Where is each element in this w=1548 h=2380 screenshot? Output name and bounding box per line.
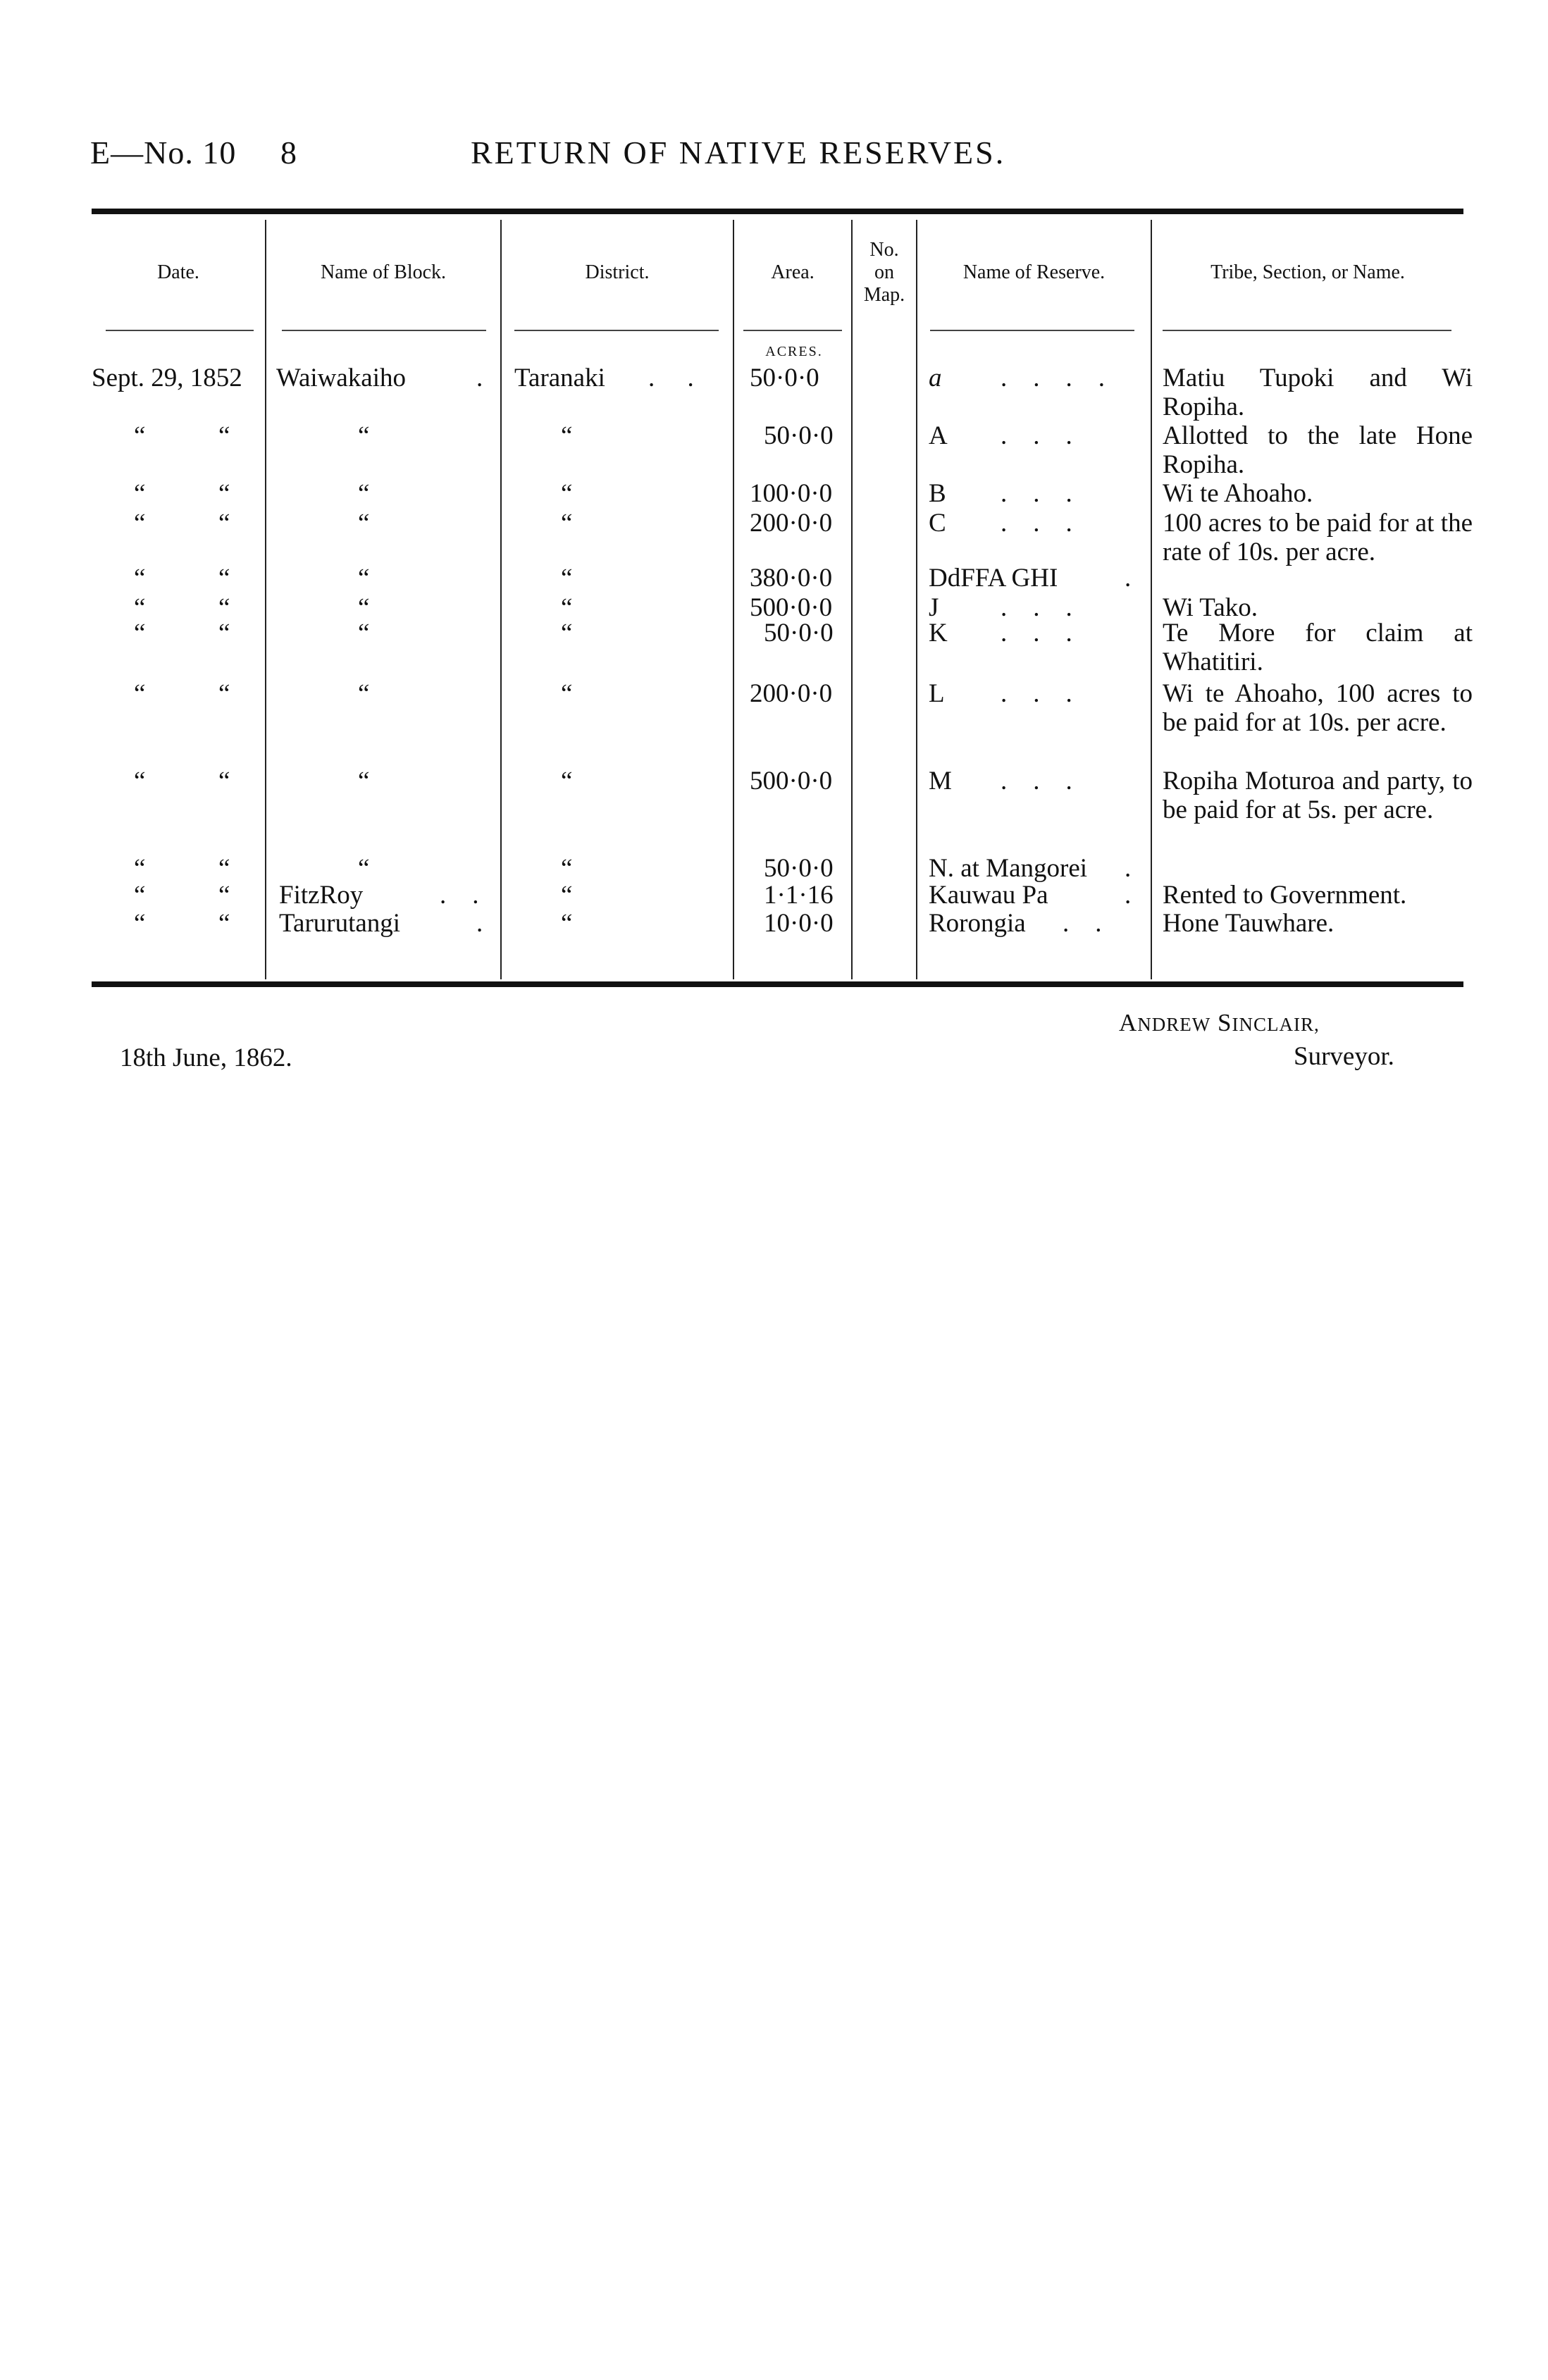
map-header-line: No. [869,239,899,261]
leader-dots: . . . [1001,593,1072,622]
ditto-mark: “ [218,421,230,450]
reserve-cell: a [929,364,942,392]
ditto-mark: “ [218,909,230,938]
leader-dots: . [1125,881,1132,910]
area-cell: 100·0·0 [750,479,833,508]
ditto-mark: “ [218,509,230,538]
tribe-cell: Wi te Ahoaho. [1163,479,1313,508]
tribe-cell: Te More for claim at Whatitiri. [1163,619,1473,676]
ditto-mark: “ [218,679,230,708]
tribe-cell: Rented to Government. [1163,881,1407,910]
area-cell: 380·0·0 [750,564,833,593]
ditto-mark: “ [358,593,370,622]
column-divider [851,220,853,979]
ditto-mark: “ [134,564,146,593]
header-underline [930,330,1134,331]
leader-dots: . . . [1001,767,1072,795]
leader-dots: . . [440,881,479,910]
tribe-cell: Matiu Tupoki and Wi Ropiha. [1163,364,1473,421]
leader-dots: . . . [1001,421,1072,450]
ditto-mark: “ [218,854,230,883]
ditto-mark: “ [218,881,230,910]
leader-dots: . . . [1001,479,1072,508]
column-header-district: District. [585,261,650,283]
surveyor-signature [1119,1009,1320,1037]
reserve-cell: A [929,421,948,450]
reserve-cell: Rorongia [929,909,1026,938]
ditto-mark: “ [561,564,573,593]
leader-dots: . [1125,854,1132,883]
reserve-cell: J [929,593,939,622]
ditto-mark: “ [358,421,370,450]
ditto-mark: “ [358,479,370,508]
ditto-mark: “ [358,509,370,538]
ditto-mark: “ [358,619,370,647]
ditto-mark: “ [358,564,370,593]
area-cell: 50·0·0 [764,854,834,883]
header-underline [743,330,842,331]
table-bottom-rule [92,981,1463,987]
table-top-rule [92,209,1463,214]
ditto-mark: “ [134,881,146,910]
signature-initial: A [1119,1009,1138,1036]
tribe-cell: Wi te Ahoaho, 100 acres to be paid for at 10s. per acre. [1163,679,1473,737]
column-divider [500,220,502,979]
tribe-cell: Ropiha Moturoa and party, to be paid for at 5s. per acre. [1163,767,1473,824]
tribe-cell: Wi Tako. [1163,593,1258,622]
reserve-cell: L [929,679,945,708]
column-header-block: Name of Block. [320,261,447,283]
ditto-mark: “ [134,479,146,508]
ditto-mark: “ [358,854,370,883]
column-header-map-number [853,220,916,326]
tribe-cell: Allotted to the late Hone Ropiha. [1163,421,1473,479]
leader-dots: . [476,364,483,392]
tribe-cell: 100 acres to be paid for at the rate of 10s. per acre. [1163,509,1473,566]
area-cell: 50·0·0 [764,421,834,450]
area-cell: 500·0·0 [750,593,833,622]
header-underline [1163,330,1451,331]
district-cell: Taranaki [514,364,605,392]
column-header-area: Area. [771,261,815,283]
ditto-mark: “ [218,593,230,622]
ditto-mark: “ [134,421,146,450]
area-cell: 50·0·0 [764,619,834,647]
area-cell: 50·0·0 [750,364,819,392]
ditto-mark: “ [358,767,370,795]
leader-dots: . . . [1001,509,1072,538]
column-divider [1151,220,1152,979]
reserve-cell: C [929,509,946,538]
header-underline [282,330,486,331]
ditto-mark: “ [134,509,146,538]
ditto-mark: “ [134,619,146,647]
ditto-mark: “ [561,593,573,622]
leader-dots: . . [1063,909,1102,938]
leader-dots: . . . . [1001,364,1105,392]
ditto-mark: “ [561,909,573,938]
column-header-reserve: Name of Reserve. [962,261,1106,283]
surveyor-title: Surveyor. [1294,1042,1394,1071]
tribe-cell: Hone Tauwhare. [1163,909,1335,938]
ditto-mark: “ [561,767,573,795]
ditto-mark: “ [134,909,146,938]
ditto-mark: “ [218,767,230,795]
area-unit-label: ACRES. [765,344,823,359]
page-number: 8 [280,135,297,171]
signature-smallcaps: INCLAIR, [1232,1014,1320,1035]
map-header-line: on [874,261,894,283]
column-divider [265,220,266,979]
ditto-mark: “ [561,854,573,883]
column-header-date: Date. [157,261,199,283]
document-reference: E—No. 10 [90,135,237,171]
reserve-cell: B [929,479,946,508]
ditto-mark: “ [134,593,146,622]
block-cell: Tarurutangi [279,909,401,938]
ditto-mark: “ [358,679,370,708]
reserve-cell: DdFFA GHI [929,564,1058,593]
area-cell: 500·0·0 [750,767,833,795]
ditto-mark: “ [218,619,230,647]
ditto-mark: “ [218,479,230,508]
date-cell: Sept. 29, 1852 [92,364,242,392]
ditto-mark: “ [561,679,573,708]
reserve-cell: K [929,619,948,647]
area-cell: 1·1·16 [764,881,834,910]
page-title: RETURN OF NATIVE RESERVES. [471,135,1006,171]
area-cell: 200·0·0 [750,679,833,708]
ditto-mark: “ [561,509,573,538]
reserve-cell: M [929,767,952,795]
leader-dots: . . . [1001,679,1072,708]
leader-dots: . . [648,364,694,392]
signature-smallcaps: NDREW [1137,1014,1211,1035]
reserve-cell: N. at Mangorei [929,854,1088,883]
leader-dots: . . . [1001,619,1072,647]
leader-dots: . [1125,564,1132,593]
map-header-line: Map. [863,284,905,306]
signature-initial: S [1218,1009,1232,1036]
column-divider [916,220,917,979]
block-cell: FitzRoy [279,881,364,910]
header-underline [106,330,254,331]
header-underline [514,330,719,331]
report-date: 18th June, 1862. [120,1043,292,1072]
ditto-mark: “ [561,881,573,910]
leader-dots: . [476,909,483,938]
ditto-mark: “ [218,564,230,593]
area-cell: 10·0·0 [764,909,834,938]
reserve-cell: Kauwau Pa [929,881,1048,910]
block-cell: Waiwakaiho [276,364,407,392]
ditto-mark: “ [561,479,573,508]
column-header-tribe: Tribe, Section, or Name. [1210,261,1405,283]
ditto-mark: “ [134,767,146,795]
column-divider [733,220,734,979]
ditto-mark: “ [134,854,146,883]
ditto-mark: “ [134,679,146,708]
ditto-mark: “ [561,421,573,450]
area-cell: 200·0·0 [750,509,833,538]
ditto-mark: “ [561,619,573,647]
